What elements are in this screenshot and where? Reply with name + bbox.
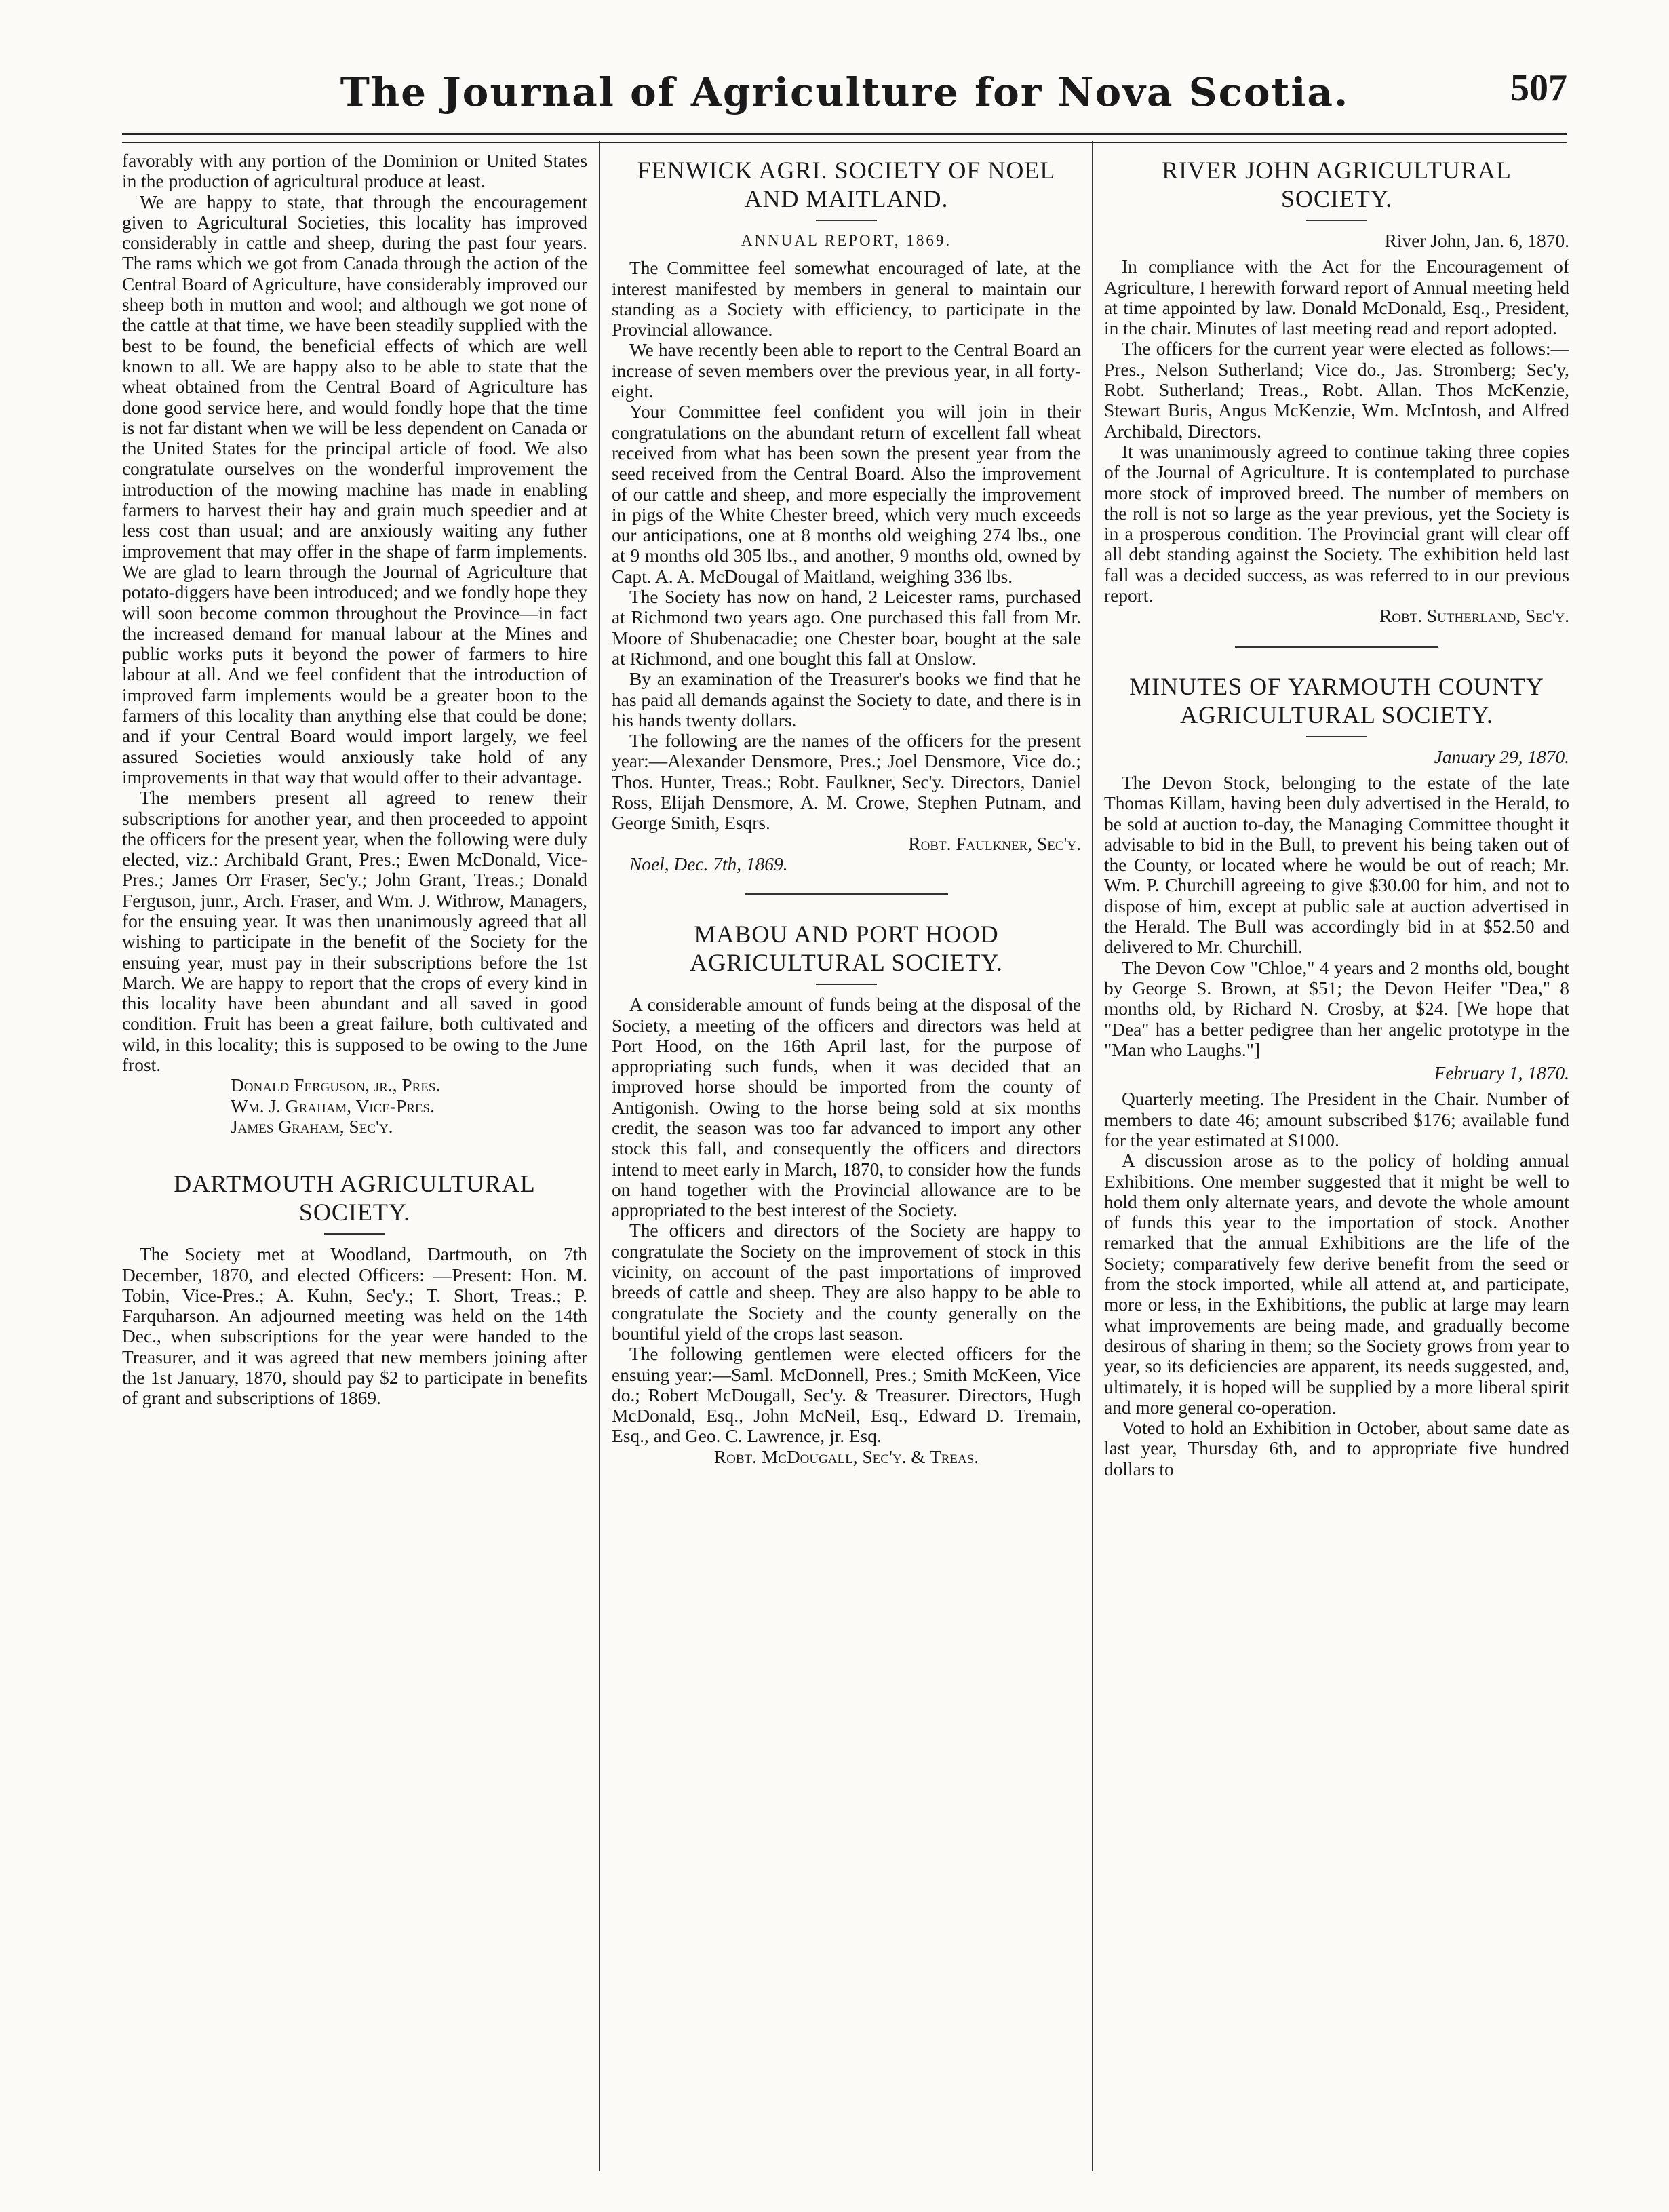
masthead [122,49,1567,130]
paragraph: The officers and directors of the Society are happy to congratulate the Society on the improvement of stock in this vicinity, on account of the past importations of improved breeds of cattle and sheep. They are also happy to be able to congratulate the Society and the county generally on the bountiful yield of the crops last season. [612,1220,1081,1344]
paragraph: We are happy to state, that through the encouragement given to Agricultural Societies, this locality has improved considerably in cattle and sheep, during the past four years. The rams which we got from Canada through the action of the Central Board of Agriculture, have considerably improved our sheep both in mutton and wool; and although we got none of the cattle at that time, we have been steadily supplied with the best to be found, the beneficial effects of which are well known to all. We are happy also to be able to state that the wheat obtained from the Central Board of Agriculture has done good service here, and would fondly hope that the time is not far distant when we will be less dependent on Canada or the United States for the principal article of food. We also congratulate ourselves on the wonderful improvement the introduction of the mowing machine has made in enabling farmers to harvest their hay and grain much speedier and at less cost than usual; and are anxiously waiting any futher improvement that may offer in the shape of farm implements. We are glad to learn through the Journal of Agriculture that potato-diggers have been introduced; and we fondly hope they will soon become common throughout the Province—in fact the increased demand for manual labour at the Mines and public works puts it beyond the power of farmers to hire labour at all. And we feel confident that the introduction of improved farm implements would be a greater boon to the farmers of this locality than anything else that could be done; and if your Central Board would import largely, we feel assured Societies would anxiously take hold of any improvements in that way that would offer to their advantage. [122,191,587,788]
paragraph: The following are the names of the officers for the present year:—Alexander Densmore, Pres.; Joel Densmore, Vice do.; Thos. Hunter, Treas.; Robt. Faulkner, Sec'y. Directors, Daniel Ross, Elijah Densmore, A. M. Crowe, Stephen Putnam, and George Smith, Esqrs. [612,731,1081,834]
column-divider [1092,141,1093,2171]
section-heading: DARTMOUTH AGRICULTURAL SOCIETY. [174,1170,536,1226]
paragraph: The Society has now on hand, 2 Leicester rams, purchased at Richmond two years ago. One purchased this fall from Mr. Moore of Shubenacadie; one Chester boar, bought at the sale at Richmond, and one bought this fall at Onslow. [612,587,1081,669]
paragraph: The members present all agreed to renew their subscriptions for another year, and then proceeded to appoint the officers for the present year, when the following were duly elected, viz.: Archibald Grant, Pres.; Ewen McDonald, Vice-Pres.; James Orr Fraser, Sec'y.; John Grant, Treas.; Donald Ferguson, junr., Arch. Fraser, and Wm. J. Withrow, Managers, for the ensuing year. It was then unanimously agreed that all wishing to participate in the benefit of the Society for the ensuing year, must pay in their subscriptions before the 1st March. We are happy to report that the crops of every kind in this locality have been abundant and all saved in good condition. Fruit has been a great failure, both cultivated and wild, in this locality; this is supposed to be owing to the June frost. [122,788,587,1076]
paragraph: The Devon Stock, belonging to the estate of the late Thomas Killam, having been duly advertised in the Herald, to be sold at auction to-day, the Managing Committee thought it advisable to bid in the Bull, to prevent his being taken out of the County, or located where he would be out of reach; Mr. Wm. P. Churchill agreeing to give $30.00 for him, and not to dispose of him, except at public sale at auction advertised in the Herald. The Bull was accordingly bid in at $52.50 and delivered to Mr. Churchill. [1104,772,1569,958]
section-spacer [122,1137,587,1164]
section-rule [745,893,948,895]
paragraph: In compliance with the Act for the Encouragement of Agriculture, I herewith forward report of Annual meeting held at time appointed by law. Donald McDonald, Esq., President, in the chair. Minutes of last meeting read and report adopted. [1104,256,1569,339]
paragraph: The following gentlemen were elected officers for the ensuing year:—Saml. McDonnell, Pres.; Smith McKeen, Vice do.; Robert McDougall, Sec'y. & Treasurer. Directors, Hugh McDonald, Esq., John McNeil, Esq., Edward D. Tremain, Esq., and Geo. C. Lawrence, jr. Esq. [612,1344,1081,1447]
signature-line: Robt. McDougall, Sec'y. & Treas. [713,1446,979,1467]
signature-line: Robt. Faulkner, Sec'y. [908,833,1081,854]
column-divider [599,141,600,2171]
paragraph: Quarterly meeting. The President in the Chair. Number of members to date 46; amount subscribed $176; available fund for the year estimated at $1000. [1104,1089,1569,1150]
dateline: February 1, 1870. [1434,1063,1569,1084]
signature-line: Donald Ferguson, jr., Pres. [231,1075,441,1096]
section-rule [1235,646,1438,648]
section-heading: MABOU AND PORT HOOD AGRICULTURAL SOCIETY. [690,920,1003,977]
heading-rule [816,984,877,985]
header-rule [122,133,1567,143]
section-heading: MINUTES OF YARMOUTH COUNTY AGRICULTURAL SOCIETY. [1129,672,1544,729]
journal-title: The Journal of Agriculture for Nova Scotia. [340,69,1350,115]
dateline: January 29, 1870. [1434,746,1569,767]
signature-line: James Graham, Sec'y. [231,1116,393,1137]
paragraph: The officers for the current year were elected as follows:—Pres., Nelson Sutherland; Vice do., Jas. Stromberg; Sec'y, Robt. Sutherland; Treas., Robt. Allan. Thos McKenzie, Stewart Buris, Angus McKenzie, Wm. McIntosh, and Alfred Archibald, Directors. [1104,338,1569,442]
dateline: River John, Jan. 6, 1870. [1384,231,1569,251]
paragraph: The Society met at Woodland, Dartmouth, on 7th December, 1870, and elected Officers: —Present: Hon. M. Tobin, Vice-Pres.; A. Kuhn, Sec'y.; T. Short, Treas.; P. Farquharson. An adjourned meeting was held on the 14th Dec., when subscriptions for the year were handed to the Treasurer, and it was agreed that new members joining after the 1st January, 1870, should pay $2 to participate in benefits of grant and subscriptions of 1869. [122,1244,587,1409]
section-heading: RIVER JOHN AGRICULTURAL SOCIETY. [1162,157,1512,212]
paragraph: favorably with any portion of the Dominion or United States in the production of agricultural produce at least. [122,151,587,192]
paragraph: A discussion arose as to the policy of holding annual Exhibitions. One member suggested that it might be well to hold them only alternate years, and devote the whole amount of funds this year to the importation of stock. Another remarked that the annual Exhibitions are the life of the Society; comparatively few derive benefit from the seed or from the stock imported, while all attend at, and participate, more or less, in the Exhibitions, the public at large may learn what improvements are being made, and gradually become desirous of sharing in them; so the Society grows from year to year, so its deficiencies are apparent, its needs suggested, and, ultimately, it is hoped will be supplied by a more liberal spirit and more general co-operation. [1104,1150,1569,1418]
heading-rule [324,1233,385,1235]
column-middle [612,151,1081,2171]
signature-line: Wm. J. Graham, Vice-Pres. [231,1095,435,1117]
signature-line: Robt. Sutherland, Sec'y. [1379,606,1569,627]
paragraph: The Devon Cow "Chloe," 4 years and 2 months old, bought by George S. Brown, at $51; the Devon Heifer "Dea," 8 months old, by Richard N. Crosby, at $24. [We hope that "Dea" has a better pedigree than her angelic prototype in the "Man who Laughs."] [1104,957,1569,1060]
page-number: 507 [1510,67,1567,109]
paragraph: Voted to hold an Exhibition in October, about same date as last year, Thursday 6th, and to appropriate five hundred dollars to [1104,1418,1569,1479]
heading-rule [1306,736,1367,737]
paragraph: Your Committee feel confident you will join in their congratulations on the abundant return of excellent fall wheat received from what has been sown the present year from the seed received from the Central Board. Also the improvement of our cattle and sheep, and more especially the improvement in pigs of the White Chester breed, which very much exceeds our anticipations, one at 8 months old weighing 274 lbs., one at 9 months old 305 lbs., and another, 9 months old, owned by Capt. A. A. McDougal of Maitland, weighing 336 lbs. [612,402,1081,587]
report-subheading: ANNUAL REPORT, 1869. [741,232,952,249]
heading-rule [1306,220,1367,221]
heading-rule [816,220,877,221]
column-right [1104,151,1569,2171]
paragraph: By an examination of the Treasurer's books we find that he has paid all demands against the Society to date, and there is in his hands twenty dollars. [612,669,1081,731]
place-date: Noel, Dec. 7th, 1869. [629,853,788,874]
paragraph: The Committee feel somewhat encouraged of late, at the interest manifested by members in general to maintain our standing as a Society with efficiency, to participate in the Provincial allowance. [612,258,1081,341]
paragraph: We have recently been able to report to the Central Board an increase of seven members over the previous year, in all forty-eight. [612,340,1081,402]
paragraph: A considerable amount of funds being at the disposal of the Society, a meeting of the officers and directors was held at Port Hood, on the 16th April last, for the purpose of appropriating such funds, when it was decided that an improved horse should be imported from the county of Antigonish. Owing to the horse being sold at six months credit, the season was too far advanced to import any other stock this fall, and consequently the officers and directors intend to meet early in March, 1870, to consider how the funds on hand together with the Provincial allowance are to be appropriated to the best interest of the Society. [612,994,1081,1221]
section-heading: FENWICK AGRI. SOCIETY OF NOEL AND MAITLAND. [637,157,1056,212]
column-left [122,151,587,2171]
paragraph: It was unanimously agreed to continue taking three copies of the Journal of Agriculture. It is contemplated to purchase more stock of improved breed. The number of members on the roll is not so large as the year previous, yet the Society is in a prosperous condition. The Provincial grant will clear off all debt standing against the Society. The exhibition held last fall was a decided success, as was referred to in our previous report. [1104,441,1569,606]
